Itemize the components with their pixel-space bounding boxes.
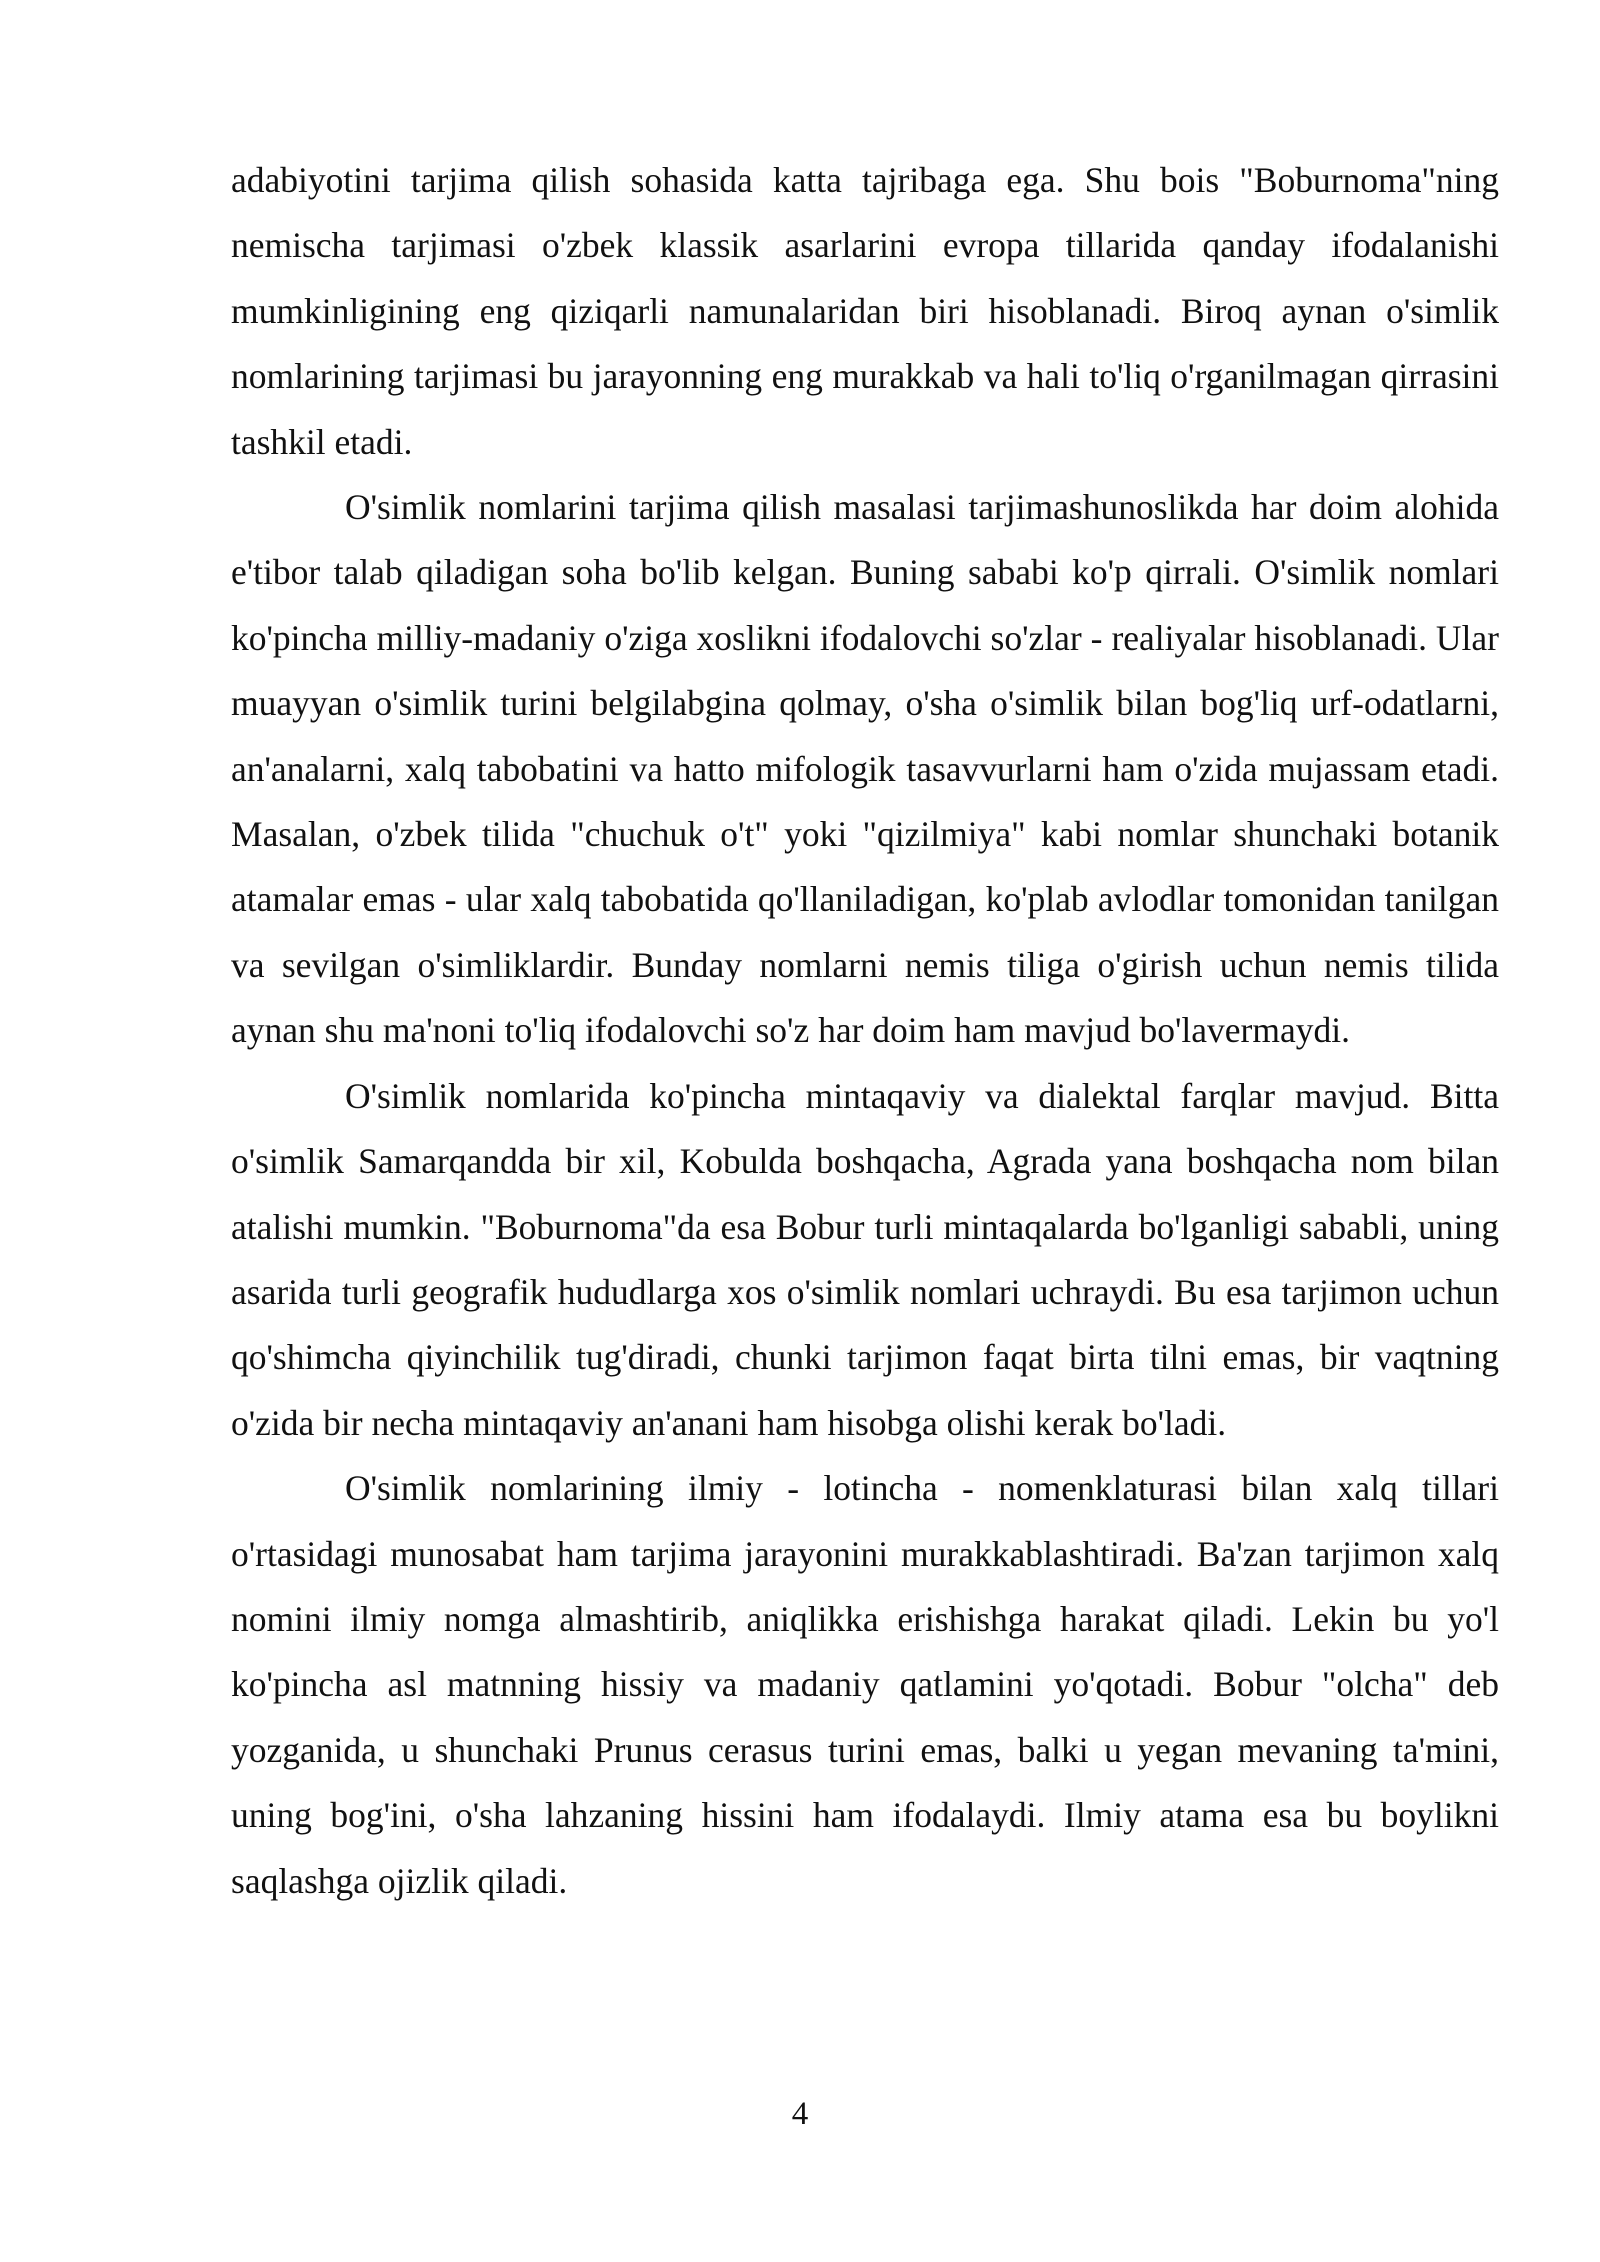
paragraph-scientific-nomenclature: O'simlik nomlarining ilmiy - lotincha - nomenklaturasi bilan xalq tillari o'rtasidagi munosabat ham tarjima jarayonini murakkablashtiradi. Ba'zan tarjimon xalq nomini ilmiy nomga almashtirib, aniqlikka erishishga harakat qiladi. Lekin bu yo'l ko'pincha asl matnning hissiy va madaniy qatlamini yo'qotadi. Bobur "olcha" deb yozganida, u shunchaki Prunus cerasus turini emas, balki u yegan mevaning ta'mini, uning bog'ini, o'sha lahzaning hissini ham ifodalaydi. Ilmiy atama esa bu boylikni saqlashga ojizlik qiladi. xyxy=(231,1468,1499,1901)
body-text xyxy=(231,148,1499,1914)
paragraph-regional-differences: O'simlik nomlarida ko'pincha mintaqaviy va dialektal farqlar mavjud. Bitta o'simlik Samarqandda bir xil, Kobulda boshqacha, Agrada yana boshqacha nom bilan atalishi mumkin. "Boburnoma"da esa Bobur turli mintaqalarda bo'lganligi sababli, uning asarida turli geografik hududlarga xos o'simlik nomlari uchraydi. Bu esa tarjimon uchun qo'shimcha qiyinchilik tug'diradi, chunki tarjimon faqat birta tilni emas, bir vaqtning o'zida bir necha mintaqaviy an'anani ham hisobga olishi kerak bo'ladi. xyxy=(231,1075,1499,1443)
paragraph-plant-names-translation: O'simlik nomlarini tarjima qilish masalasi tarjimashunoslikda har doim alohida e'tibor talab qiladigan soha bo'lib kelgan. Buning sababi ko'p qirrali. O'simlik nomlari ko'pincha milliy-madaniy o'ziga xoslikni ifodalovchi so'zlar - realiyalar hisoblanadi. Ular muayyan o'simlik turini belgilabgina qolmay, o'sha o'simlik bilan bog'liq urf-odatlarni, an'analarni, xalq tabobatini va hatto mifologik tasavvurlarni ham o'zida mujassam etadi. Masalan, o'zbek tilida "chuchuk o't" yoki "qizilmiya" kabi nomlar shunchaki botanik atamalar emas - ular xalq tabobatida qo'llaniladigan, ko'plab avlodlar tomonidan tanilgan va sevilgan o'simliklardir. Bunday nomlarni nemis tiliga o'girish uchun nemis tilida aynan shu ma'noni to'liq ifodalovchi so'z har doim ham mavjud bo'lavermaydi. xyxy=(231,487,1499,1051)
paragraph-continuation: adabiyotini tarjima qilish sohasida katta tajribaga ega. Shu bois "Boburnoma"ning nemischa tarjimasi o'zbek klassik asarlarini evropa tillarida qanday ifodalanishi mumkinligining eng qiziqarli namunalaridan biri hisoblanadi. Biroq aynan o'simlik nomlarining tarjimasi bu jarayonning eng murakkab va hali to'liq o'rganilmagan qirrasini tashkil etadi. xyxy=(231,160,1499,462)
page-number: 4 xyxy=(791,2096,809,2132)
